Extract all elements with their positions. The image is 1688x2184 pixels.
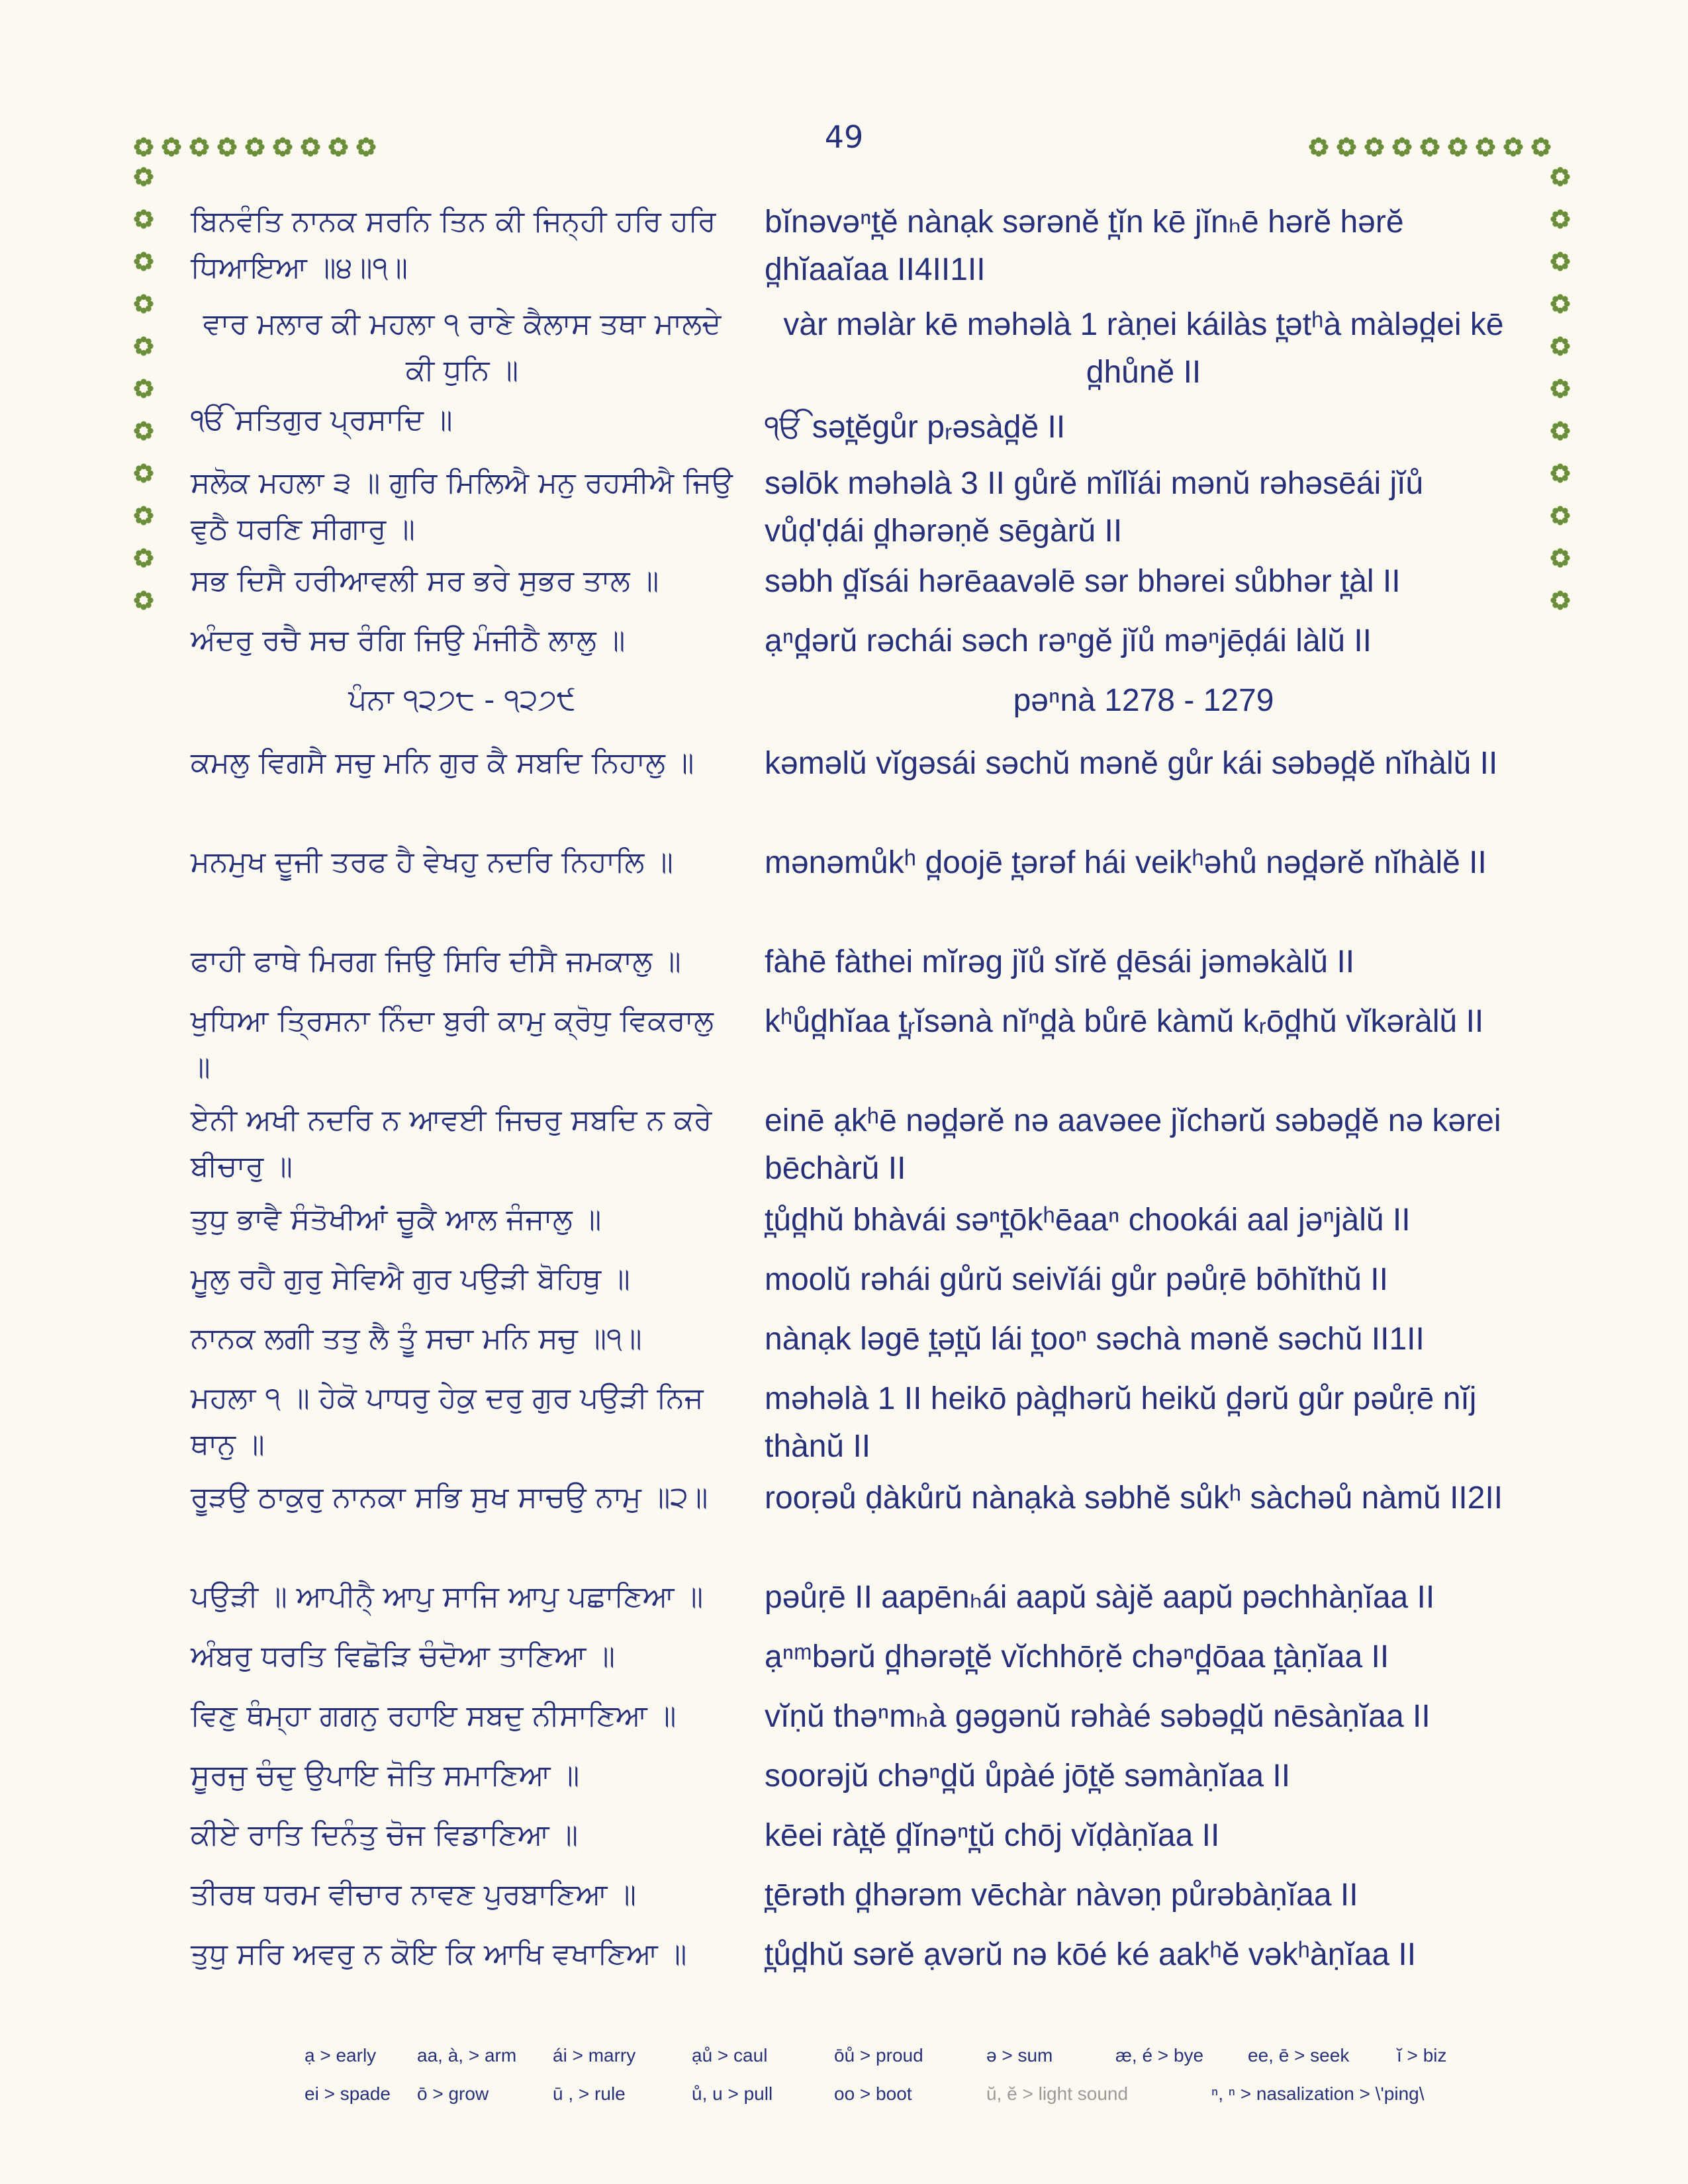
gurmukhi-text: ਕੀਏ ਰਾਤਿ ਦਿਨੰਤੁ ਚੋਜ ਵਿਡਾਣਿਆ ॥ xyxy=(191,1818,579,1852)
flower-icon xyxy=(1419,136,1441,158)
gurmukhi-text: ਫਾਹੀ ਫਾਥੇ ਮਿਰਗ ਜਿਉ ਸਿਰਿ ਦੀਸੈ ਜਮਕਾਲੁ ॥ xyxy=(191,944,681,978)
flower-icon xyxy=(244,136,266,158)
gurmukhi-text: ਤੁਧੁ ਭਾਵੈ ਸੰਤੋਖੀਆਂ ਚੂਕੈ ਆਲ ਜੰਜਾਲੁ ॥ xyxy=(191,1203,602,1236)
flower-icon xyxy=(188,136,211,158)
transliteration-text: t̪ůd̪hŭ bhàvái səⁿt̪ōkʰēaaⁿ chookái aal jəⁿjàlŭ II xyxy=(765,1203,1411,1238)
flower-icon xyxy=(1530,136,1552,158)
flower-icon xyxy=(1549,420,1571,442)
gurmukhi-text: ਵਿਣੁ ਥੰਮ੍ਹਾ ਗਗਨੁ ਰਹਾਇ ਸਬਦੁ ਨੀਸਾਣਿਆ ॥ xyxy=(191,1699,677,1733)
transliteration-text: kʰůd̪hĭaa t̪ᵣĭsənà nĭⁿd̪à bůrē kàmŭ kᵣōd̪hŭ vĭkəràlŭ II xyxy=(765,1004,1484,1039)
gurmukhi-text: ਤੀਰਥ ਧਰਮ ਵੀਚਾਰ ਨਾਵਣ ਪੁਰਬਾਣਿਆ ॥ xyxy=(191,1878,637,1911)
transliteration-text: soorəjŭ chəⁿd̪ŭ ůpàé jōt̪ĕ səmàṇĭaa II xyxy=(765,1758,1291,1794)
flower-icon xyxy=(327,136,350,158)
gurmukhi-text: ਮਹਲਾ ੧ ॥ ਹੇਕੋ ਪਾਧਰੁ ਹੇਕੁ ਦਰੁ ਗੁਰ ਪਉੜੀ ਨਿਜ ਥਾਨੁ ॥ xyxy=(191,1381,704,1461)
gurmukhi-text: ਨਾਨਕ ਲਗੀ ਤਤੁ ਲੈ ਤੂੰ ਸਚਾ ਮਨਿ ਸਚੁ ॥੧॥ xyxy=(191,1322,642,1355)
transliteration-text: fàhē fàthei mĭrəg jĭů sĭrĕ d̪ēsái jəməkàlŭ II xyxy=(765,944,1355,979)
flower-icon xyxy=(1446,136,1469,158)
gurmukhi-text: ਖੁਧਿਆ ਤ੍ਰਿਸਨਾ ਨਿੰਦਾ ਬੁਰੀ ਕਾਮੁ ਕ੍ਰੋਧੁ ਵਿਕਰਾਲੁ ॥ xyxy=(191,1004,714,1084)
flower-icon xyxy=(132,504,155,527)
legend-item: ee, ē > seek xyxy=(1248,2045,1350,2066)
flower-icon xyxy=(132,589,155,612)
legend-item: ạů > caul xyxy=(692,2045,768,2066)
legend-item: ů, u > pull xyxy=(692,2083,773,2104)
flower-icon xyxy=(1307,136,1330,158)
legend-item: oo > boot xyxy=(834,2083,912,2104)
flower-icon xyxy=(1549,293,1571,315)
flower-icon xyxy=(132,136,155,158)
gurmukhi-text: ਪਉੜੀ ॥ ਆਪੀਨੈ੍ ਆਪੁ ਸਾਜਿ ਆਪੁ ਪਛਾਣਿਆ ॥ xyxy=(191,1580,704,1614)
flower-border-top-right xyxy=(1307,136,1552,158)
transliteration-heading: vàr məlàr kē məhəlà 1 ràṇei káilàs t̪ətʰà màləd̪ei kē d̪hůnĕ II xyxy=(783,307,1504,390)
flower-icon xyxy=(132,377,155,400)
flower-icon xyxy=(1549,208,1571,230)
flower-icon xyxy=(1549,377,1571,400)
flower-icon xyxy=(132,208,155,230)
legend-item: ŭ, ĕ > light sound xyxy=(986,2083,1129,2104)
flower-icon xyxy=(132,547,155,569)
transliteration-text: einē ạkʰē nəd̪ərĕ nə aavəee jĭchərŭ səbəd̪ĕ nə kərei bēchàrŭ II xyxy=(765,1103,1501,1186)
legend-item: ạ > early xyxy=(305,2045,377,2066)
pana-transliteration: pəⁿnà 1278 - 1279 xyxy=(1013,683,1274,718)
flower-icon xyxy=(1549,250,1571,273)
flower-icon xyxy=(132,165,155,188)
legend-item: ō > grow xyxy=(417,2083,489,2104)
legend-item: ū , > rule xyxy=(553,2083,626,2104)
pana-gurmukhi: ਪੰਨਾ ੧੨੭੮ - ੧੨੭੯ xyxy=(348,683,576,717)
flower-icon xyxy=(1474,136,1497,158)
gurmukhi-text: ਮੂਲੁ ਰਹੈ ਗੁਰੁ ਸੇਵਿਐ ਗੁਰ ਪਉੜੀ ਬੋਹਿਥੁ ॥ xyxy=(191,1262,630,1296)
transliteration-text: ạⁿd̪ərŭ rəchái səch rəⁿgĕ jĭů məⁿjēḍái làlŭ II xyxy=(765,623,1372,659)
flower-icon xyxy=(1549,165,1571,188)
flower-icon xyxy=(1363,136,1385,158)
flower-icon xyxy=(132,250,155,273)
transliteration-text: t̪ůd̪hŭ sərĕ ạvərŭ nə kōé ké aakʰĕ vəkʰàṇĭaa II xyxy=(765,1937,1417,1972)
transliteration-text: səlōk məhəlà 3 II gůrĕ mĭlĭái mənŭ rəhəsēái jĭů vůḍ'ḍái d̪hərəṇĕ sēgàrŭ II xyxy=(765,466,1424,549)
flower-border-right xyxy=(1549,165,1571,631)
gurmukhi-text: ਮਨਮੁਖ ਦੂਜੀ ਤਰਫ ਹੈ ਵੇਖਹੁ ਨਦਰਿ ਨਿਹਾਲਿ ॥ xyxy=(191,845,673,879)
flower-icon xyxy=(271,136,294,158)
transliteration-text: t̪ērəth d̪hərəm vēchàr nàvəṇ půrəbàṇĭaa II xyxy=(765,1878,1358,1913)
flower-icon xyxy=(216,136,238,158)
gurmukhi-text: ੴ ਸਤਿਗੁਰ ਪ੍ਰਸਾਦਿ ॥ xyxy=(191,403,453,437)
gurmukhi-text: ਬਿਨਵੰਤਿ ਨਾਨਕ ਸਰਨਿ ਤਿਨ ਕੀ ਜਿਨ੍ਹੀ ਹਰਿ ਹਰਿ ਧਿਆਇਆ ॥੪॥੧॥ xyxy=(191,205,716,285)
gurmukhi-text: ਸਲੋਕ ਮਹਲਾ ੩ ॥ ਗੁਰਿ ਮਿਲਿਐ ਮਨੁ ਰਹਸੀਐ ਜਿਉ ਵੁਠੈ ਧਰਣਿ ਸੀਗਾਰੁ ॥ xyxy=(191,466,733,546)
transliteration-text: bĭnəvəⁿt̪ĕ nànạk sərənĕ t̪ĭn kē jĭnₕē hərĕ hərĕ d̪hĭaaĭaa II4II1II xyxy=(765,205,1404,287)
gurmukhi-text: ਅੰਬਰੁ ਧਰਤਿ ਵਿਛੋੜਿ ਚੰਦੋਆ ਤਾਣਿਆ ॥ xyxy=(191,1639,616,1673)
transliteration-text: moolŭ rəhái gůrŭ seivĭái gůr pəůṛē bōhĭthŭ II xyxy=(765,1262,1388,1297)
gurmukhi-text: ਸੂਰਜੁ ਚੰਦੁ ਉਪਾਇ ਜੋਤਿ ਸਮਾਣਿਆ ॥ xyxy=(191,1758,580,1792)
transliteration-text: ạⁿᵐbərŭ d̪hərət̪ĕ vĭchhōṛĕ chəⁿd̪ōaa t̪àṇĭaa II xyxy=(765,1639,1389,1674)
transliteration-text: nànạk ləgē t̪ət̪ŭ lái t̪ooⁿ səchà mənĕ səchŭ II1II xyxy=(765,1322,1425,1357)
flower-icon xyxy=(1549,462,1571,484)
transliteration-text: məhəlà 1 II heikō pàd̪hərŭ heikŭ d̪ərŭ gůr pəůṛē nĭj thànŭ II xyxy=(765,1381,1477,1464)
flower-icon xyxy=(1502,136,1524,158)
flower-icon xyxy=(1391,136,1413,158)
flower-icon xyxy=(1549,504,1571,527)
flower-icon xyxy=(299,136,322,158)
legend-item: aa, à, > arm xyxy=(417,2045,517,2066)
flower-icon xyxy=(132,335,155,357)
legend-item: ə > sum xyxy=(986,2045,1053,2066)
page-number: 49 xyxy=(824,119,864,155)
legend-item: ⁿ, ⁿ > nasalization > \'ping\ xyxy=(1211,2083,1425,2104)
gurmukhi-text: ਤੁਧੁ ਸਰਿ ਅਵਰੁ ਨ ਕੋਇ ਕਿ ਆਖਿ ਵਖਾਣਿਆ ॥ xyxy=(191,1937,687,1971)
transliteration-text: kēei ràt̪ĕ d̪ĭnəⁿt̪ŭ chōj vĭḍàṇĭaa II xyxy=(765,1818,1220,1853)
gurmukhi-heading: ਵਾਰ ਮਲਾਰ ਕੀ ਮਹਲਾ ੧ ਰਾਣੇ ਕੈਲਾਸ ਤਥਾ ਮਾਲਦੇ ਕੀ ਧੁਨਿ ॥ xyxy=(203,307,722,387)
flower-border-left xyxy=(132,165,155,631)
transliteration-text: səbh d̪ĭsái hərēaavəlē sər bhərei sůbhər t̪àl II xyxy=(765,564,1401,599)
flower-icon xyxy=(1335,136,1358,158)
transliteration-text: vĭṇŭ thəⁿmₕà gəgənŭ rəhàé səbəd̪ŭ nēsàṇĭaa II xyxy=(765,1699,1430,1734)
flower-icon xyxy=(132,293,155,315)
gurmukhi-text: ਕਮਲੁ ਵਿਗਸੈ ਸਚੁ ਮਨਿ ਗੁਰ ਕੈ ਸਬਦਿ ਨਿਹਾਲੁ ॥ xyxy=(191,746,694,780)
legend-item: ĭ > biz xyxy=(1397,2045,1447,2066)
gurmukhi-text: ਰੂੜਉ ਠਾਕੁਰੁ ਨਾਨਕਾ ਸਭਿ ਸੁਖ ਸਾਚਉ ਨਾਮੁ ॥੨॥ xyxy=(191,1480,708,1514)
transliteration-text: mənəmůkʰ d̪oojē t̪ərəf hái veikʰəhů nəd̪ərĕ nĭhàlĕ II xyxy=(765,845,1487,880)
legend-item: ei > spade xyxy=(305,2083,391,2104)
legend-item: ōů > proud xyxy=(834,2045,923,2066)
flower-icon xyxy=(1549,547,1571,569)
gurmukhi-text: ਸਭ ਦਿਸੈ ਹਰੀਆਵਲੀ ਸਰ ਭਰੇ ਸੁਭਰ ਤਾਲ ॥ xyxy=(191,564,659,598)
flower-icon xyxy=(1549,335,1571,357)
transliteration-text: ੴ sət̪ĕgůr pᵣəsàd̪ĕ II xyxy=(765,410,1066,445)
gurmukhi-text: ਅੰਦਰੁ ਰਚੈ ਸਚ ਰੰਗਿ ਜਿਉ ਮੰਜੀਠੈ ਲਾਲੁ ॥ xyxy=(191,623,626,657)
flower-border-top-left xyxy=(132,136,377,158)
transliteration-text: rooṛəů ḍàkůrŭ nànạkà səbhĕ sůkʰ sàchəů nàmŭ II2II xyxy=(765,1480,1503,1516)
flower-icon xyxy=(132,420,155,442)
transliteration-text: kəməlŭ vĭgəsái səchŭ mənĕ gůr kái səbəd̪ĕ nĭhàlŭ II xyxy=(765,746,1498,781)
flower-icon xyxy=(132,462,155,484)
flower-icon xyxy=(355,136,377,158)
legend-item: ái > marry xyxy=(553,2045,636,2066)
transliteration-text: pəůṛē II aapēnₕái aapŭ sàjĕ aapŭ pəchhàṇĭaa II xyxy=(765,1580,1435,1615)
legend-item: æ, é > bye xyxy=(1115,2045,1204,2066)
gurmukhi-text: ਏਨੀ ਅਖੀ ਨਦਰਿ ਨ ਆਵਈ ਜਿਚਰੁ ਸਬਦਿ ਨ ਕਰੇ ਬੀਚਾਰੁ ॥ xyxy=(191,1103,712,1183)
flower-icon xyxy=(1549,589,1571,612)
flower-icon xyxy=(160,136,183,158)
